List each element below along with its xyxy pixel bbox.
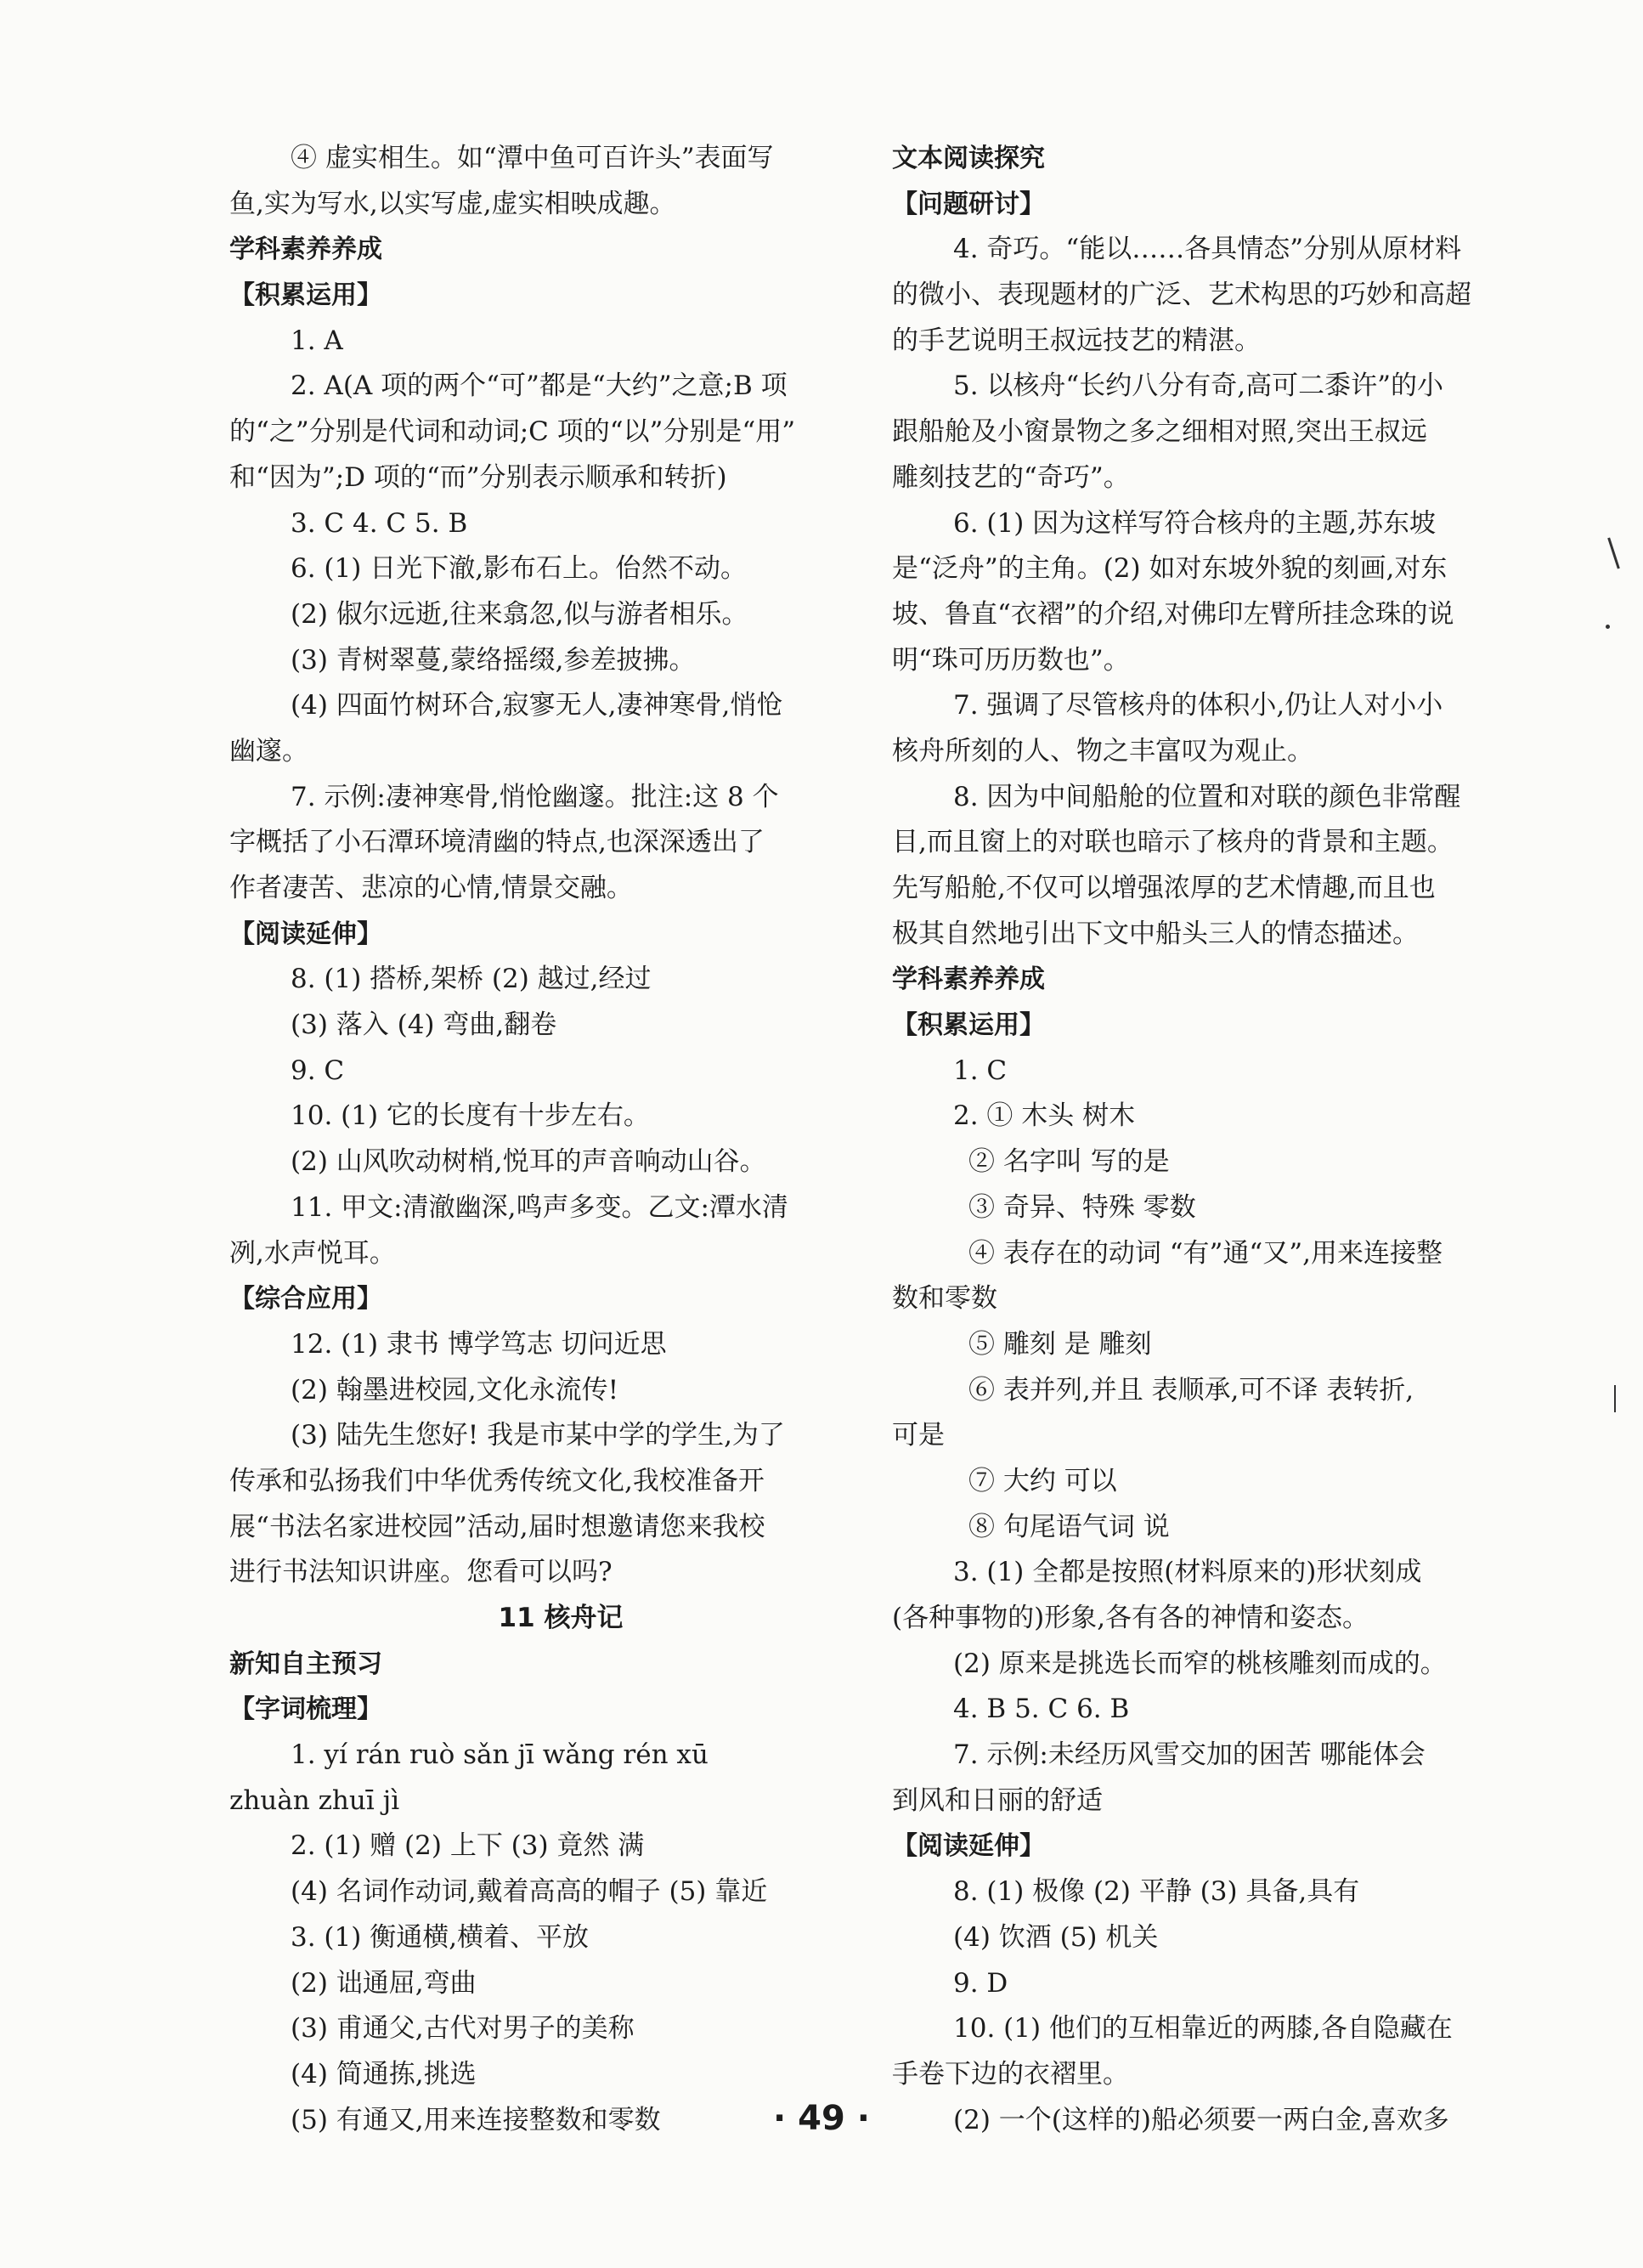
text-line: 9. D: [953, 1967, 1008, 1999]
text-line: 3. C 4. C 5. B: [291, 507, 468, 539]
scan-mark: [1606, 625, 1610, 629]
text-line: (5) 有通又,用来连接整数和零数: [291, 2104, 661, 2135]
text-line: 6. (1) 因为这样写符合核舟的主题,苏东坡: [953, 507, 1437, 539]
text-line: 明“珠可历历数也”。: [892, 644, 1130, 676]
text-line: 2. ① 木头 树木: [953, 1100, 1136, 1132]
text-line: (3) 甫通父,古代对男子的美称: [291, 2013, 635, 2045]
scan-mark: [1614, 1385, 1616, 1412]
right-column: [892, 136, 1512, 2143]
text-line: ⑧ 句尾语气词 说: [968, 1511, 1170, 1542]
text-line: 进行书法知识讲座。您看可以吗?: [229, 1557, 613, 1588]
text-line: 7. 强调了尽管核舟的体积小,仍让人对小小: [953, 690, 1443, 721]
text-line: (2) 翰墨进校园,文化永流传!: [291, 1374, 619, 1405]
text-line: 8. (1) 极像 (2) 平静 (3) 具备,具有: [953, 1876, 1360, 1908]
section-heading: 【问题研讨】: [892, 189, 1045, 219]
text-line: 1. A: [291, 325, 343, 356]
text-line: ⑥ 表并列,并且 表顺承,可不译 表转折,: [968, 1374, 1414, 1405]
text-line: (2) 山风吹动树梢,悦耳的声音响动山谷。: [291, 1146, 766, 1178]
text-line: (3) 青树翠蔓,蒙络摇缀,参差披拂。: [291, 644, 696, 676]
text-line: 先写船舱,不仅可以增强浓厚的艺术情趣,而且也: [892, 873, 1436, 903]
text-line: 幽邃。: [229, 735, 308, 766]
text-line: 可是: [892, 1420, 945, 1451]
section-heading: 文本阅读探究: [892, 144, 1045, 173]
text-line: (4) 简通拣,挑选: [291, 2058, 477, 2090]
text-line: (4) 饮酒 (5) 机关: [953, 1921, 1159, 1953]
text-line: 3. (1) 衡通横,横着、平放: [291, 1921, 590, 1953]
text-line: 核舟所刻的人、物之丰富叹为观止。: [892, 735, 1313, 766]
section-heading: 学科素养养成: [892, 964, 1045, 995]
text-line: 8. (1) 搭桥,架桥 (2) 越过,经过: [291, 964, 652, 995]
text-line: 数和零数: [892, 1283, 997, 1315]
text-line: (2) 俶尔远逝,往来翕忽,似与游者相乐。: [291, 598, 748, 630]
text-line: (各种事物的)形象,各有各的神情和姿态。: [892, 1603, 1369, 1633]
text-line: (4) 四面竹树环合,寂寥无人,凄神寒骨,悄怆: [291, 690, 783, 721]
text-line: 传承和弘扬我们中华优秀传统文化,我校准备开: [229, 1465, 765, 1496]
text-line: 字概括了小石潭环境清幽的特点,也深深透出了: [229, 827, 765, 858]
text-line: (4) 名词作动词,戴着高高的帽子 (5) 靠近: [291, 1876, 768, 1908]
text-line: (2) 诎通屈,弯曲: [291, 1967, 477, 1999]
text-line: ⑦ 大约 可以: [968, 1465, 1117, 1496]
text-line: 11. 甲文:清澈幽深,鸣声多变。乙文:潭水清: [291, 1191, 788, 1223]
text-line: 作者凄苦、悲凉的心情,情景交融。: [229, 873, 633, 903]
text-line: 2. A(A 项的两个“可”都是“大约”之意;B 项: [291, 370, 788, 402]
section-heading: 【阅读延伸】: [229, 919, 382, 949]
text-line: 7. 示例:未经历风雪交加的困苦 哪能体会: [953, 1739, 1426, 1771]
text-line: 7. 示例:凄神寒骨,悄怆幽邃。批注:这 8 个: [291, 781, 779, 812]
text-line: 是“泛舟”的主角。(2) 如对东坡外貌的刻画,对东: [892, 553, 1448, 585]
text-line: ④ 虚实相生。如“潭中鱼可百许头”表面写: [291, 143, 774, 173]
text-line: 目,而且窗上的对联也暗示了核舟的背景和主题。: [892, 827, 1454, 858]
text-line: 10. (1) 它的长度有十步左右。: [291, 1100, 650, 1132]
text-line: 展“书法名家进校园”活动,届时想邀请您来我校: [229, 1511, 765, 1542]
section-heading: 【阅读延伸】: [892, 1831, 1045, 1862]
section-heading: 【字词梳理】: [229, 1694, 382, 1725]
text-line: 12. (1) 隶书 博学笃志 切问近思: [291, 1328, 667, 1360]
text-line: 1. yí rán ruò sǎn jī wǎng rén xū: [291, 1739, 709, 1771]
text-line: 5. 以核舟“长约八分有奇,高可二黍许”的小: [953, 370, 1443, 402]
text-line: 2. (1) 赠 (2) 上下 (3) 竟然 满: [291, 1830, 645, 1862]
text-line: 的“之”分别是代词和动词;C 项的“以”分别是“用”: [229, 416, 796, 448]
text-line: 极其自然地引出下文中船头三人的情态描述。: [892, 918, 1419, 949]
section-heading: 新知自主预习: [229, 1649, 382, 1679]
text-line: 冽,水声悦耳。: [229, 1237, 396, 1269]
text-line: (2) 一个(这样的)船必须要一两白金,喜欢多: [953, 2104, 1449, 2135]
text-line: (3) 陆先生您好! 我是市某中学的学生,为了: [291, 1420, 785, 1451]
text-line: 3. (1) 全都是按照(材料原来的)形状刻成: [953, 1557, 1422, 1588]
text-line: zhuàn zhuī jì: [229, 1784, 400, 1816]
left-column: [229, 136, 892, 2143]
text-line: 8. 因为中间船舱的位置和对联的颜色非常醒: [953, 781, 1461, 812]
text-line: (2) 原来是挑选长而窄的桃核雕刻而成的。: [953, 1648, 1447, 1679]
text-line: ⑤ 雕刻 是 雕刻: [968, 1328, 1152, 1360]
text-line: ③ 奇异、特殊 零数: [968, 1191, 1196, 1223]
text-line: 9. C: [291, 1055, 345, 1086]
text-line: 6. (1) 日光下澈,影布石上。佁然不动。: [291, 553, 748, 585]
text-line: 的手艺说明王叔远技艺的精湛。: [892, 325, 1261, 356]
text-line: 和“因为”;D 项的“而”分别表示顺承和转折): [229, 461, 727, 493]
text-line: 到风和日丽的舒适: [892, 1784, 1103, 1816]
text-line: 10. (1) 他们的互相靠近的两膝,各自隐藏在: [953, 2013, 1453, 2045]
text-line: 跟船舱及小窗景物之多之细相对照,突出王叔远: [892, 416, 1427, 448]
text-line: (3) 落入 (4) 弯曲,翻卷: [291, 1010, 557, 1041]
text-line: 坡、鲁直“衣褶”的介绍,对佛印左臂所挂念珠的说: [892, 598, 1454, 630]
text-line: 手卷下边的衣褶里。: [892, 2058, 1129, 2090]
page-number: · 49 ·: [773, 2099, 870, 2138]
text-line: ② 名字叫 写的是: [968, 1146, 1170, 1178]
text-line: 4. B 5. C 6. B: [953, 1694, 1130, 1725]
text-line: 雕刻技艺的“奇巧”。: [892, 461, 1130, 493]
lesson-title: 11 核舟记: [498, 1603, 624, 1633]
section-heading: 【积累运用】: [892, 1010, 1045, 1041]
section-heading: 【积累运用】: [229, 280, 382, 311]
text-line: 鱼,实为写水,以实写虚,虚实相映成趣。: [229, 188, 676, 219]
text-line: 1. C: [953, 1055, 1008, 1086]
scan-mark: [1607, 537, 1620, 568]
text-line: ④ 表存在的动词 “有”通“又”,用来连接整: [968, 1237, 1443, 1269]
text-line: 的微小、表现题材的广泛、艺术构思的巧妙和高超: [892, 280, 1471, 311]
section-heading: 【综合应用】: [229, 1284, 382, 1315]
section-heading: 学科素养养成: [229, 235, 382, 265]
text-line: 4. 奇巧。“能以……各具情态”分别从原材料: [953, 234, 1462, 265]
